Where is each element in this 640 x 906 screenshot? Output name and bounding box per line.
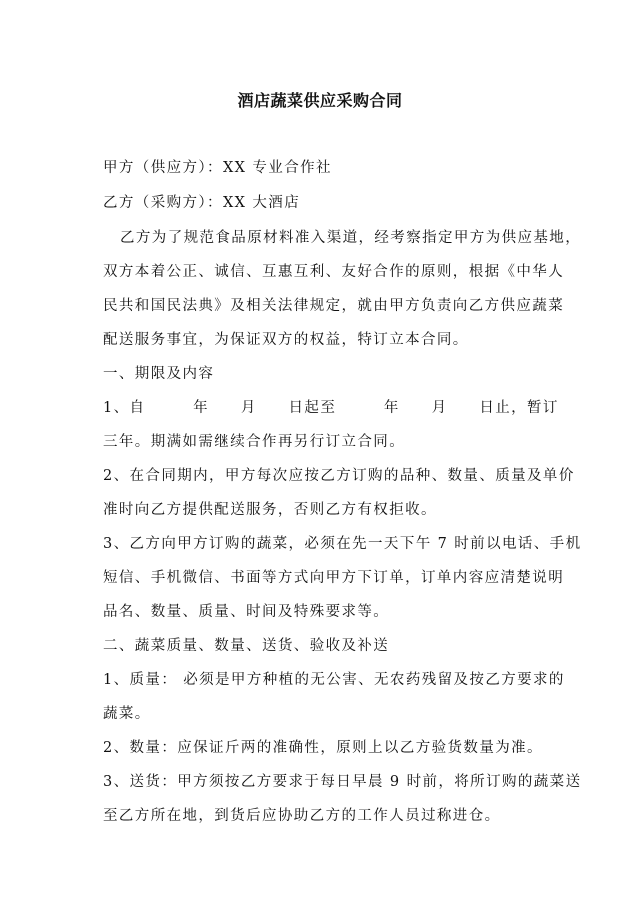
clause-line: 2、数量：应保证斤两的准确性，原则上以乙方验货数量为准。 [103, 740, 543, 756]
clause-line: 短信、手机微信、书面等方式向甲方下订单，订单内容应清楚说明 [103, 570, 565, 586]
preamble-line: 乙方为了规范食品原材料准入渠道，经考察指定甲方为供应基地， [120, 230, 582, 246]
clause-line: 准时向乙方提供配送服务，否则乙方有权拒收。 [103, 502, 437, 518]
party-b-line: 乙方（采购方）：XX 大酒店 [103, 195, 301, 211]
section-heading: 一、期限及内容 [103, 366, 215, 382]
clause-line: 品名、数量、质量、时间及特殊要求等。 [103, 604, 390, 620]
clause-line: 1、自 年 月 日起至 年 月 日止，暂订 [103, 400, 559, 416]
party-a-line: 甲方（供应方）：XX 专业合作社 [103, 160, 332, 176]
clause-line: 蔬菜。 [103, 706, 151, 722]
page-title: 酒店蔬菜供应采购合同 [237, 91, 403, 110]
clause-line: 3、送货：甲方须按乙方要求于每日早晨 9 时前，将所订购的蔬菜送 [103, 774, 582, 790]
clause-line: 3、乙方向甲方订购的蔬菜，必须在先一天下午 7 时前以电话、手机 [103, 536, 582, 552]
clause-line: 至乙方所在地，到货后应协助乙方的工作人员过称进仓。 [103, 808, 501, 824]
clause-line: 三年。期满如需继续合作再另行订立合同。 [103, 434, 406, 450]
preamble-line: 民共和国民法典》及相关法律规定，就由甲方负责向乙方供应蔬菜 [103, 298, 565, 314]
clause-line: 1、质量： 必须是甲方种植的无公害、无农药残留及按乙方要求的 [103, 672, 565, 688]
section-heading: 二、蔬菜质量、数量、送货、验收及补送 [103, 638, 390, 654]
clause-line: 2、在合同期内，甲方每次应按乙方订购的品种、数量、质量及单价 [103, 468, 575, 484]
preamble-line: 双方本着公正、诚信、互惠互利、友好合作的原则，根据《中华人 [103, 264, 565, 280]
preamble-line: 配送服务事宜，为保证双方的权益，特订立本合同。 [103, 332, 469, 348]
